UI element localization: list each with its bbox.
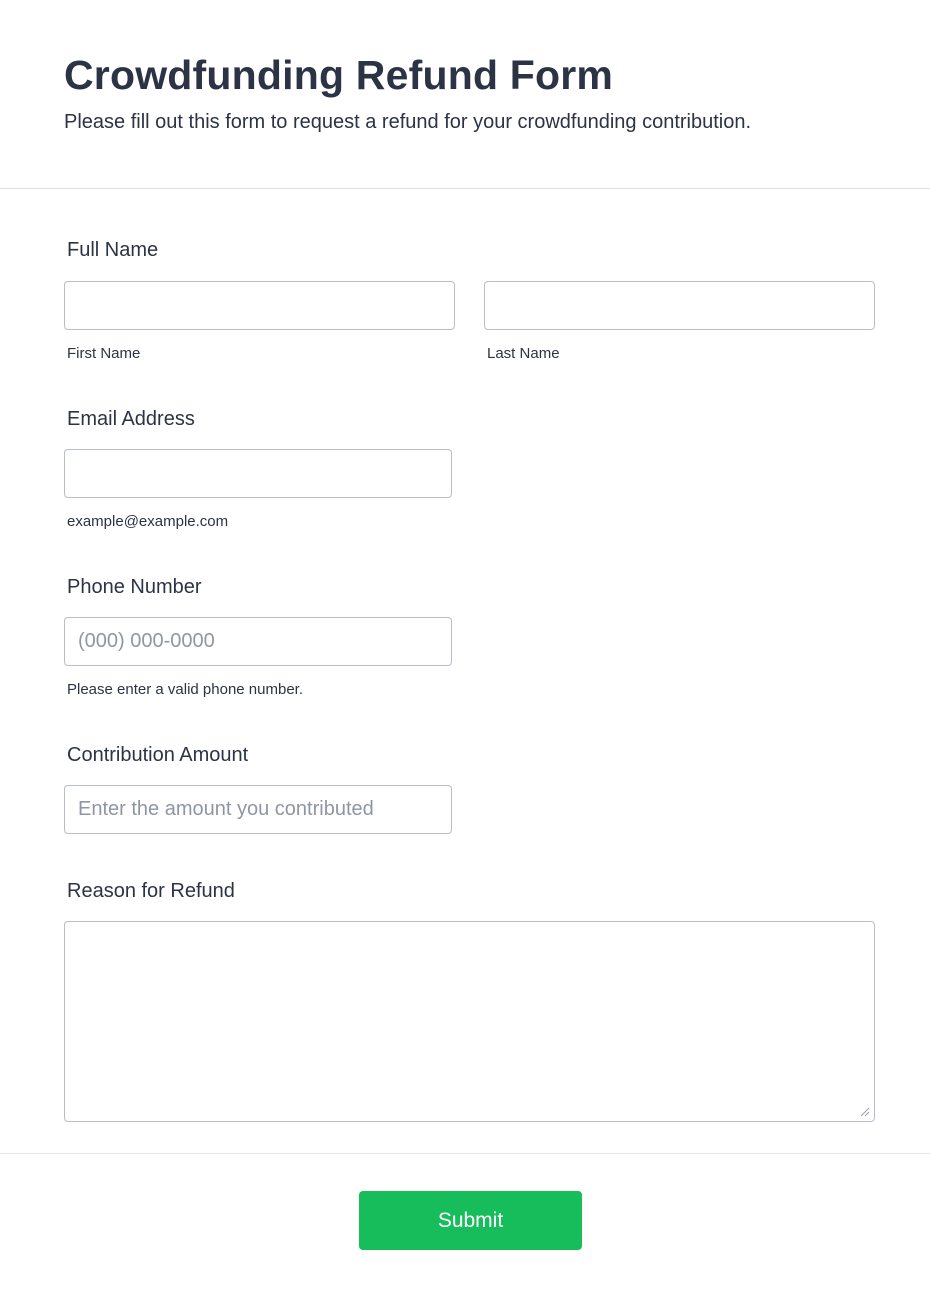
last-name-input[interactable] xyxy=(484,281,875,330)
phone-input[interactable] xyxy=(64,617,452,666)
footer-divider xyxy=(0,1153,930,1154)
last-name-sublabel: Last Name xyxy=(487,345,560,362)
amount-label: Contribution Amount xyxy=(67,744,249,766)
email-sublabel: example@example.com xyxy=(67,513,229,530)
form-title: Crowdfunding Refund Form xyxy=(64,52,614,98)
phone-sublabel: Please enter a valid phone number. xyxy=(67,681,303,698)
form-header xyxy=(0,0,930,189)
reason-textarea[interactable] xyxy=(64,921,875,1122)
email-label: Email Address xyxy=(67,408,195,430)
first-name-input[interactable] xyxy=(64,281,455,330)
submit-button[interactable]: Submit xyxy=(359,1191,582,1250)
resize-grip-icon[interactable] xyxy=(858,1105,870,1117)
full-name-label: Full Name xyxy=(67,239,159,261)
form-subtitle: Please fill out this form to request a refund for your crowdfunding contribution. xyxy=(64,111,752,133)
phone-label: Phone Number xyxy=(67,576,202,598)
first-name-sublabel: First Name xyxy=(67,345,141,362)
email-input[interactable] xyxy=(64,449,452,498)
amount-input[interactable] xyxy=(64,785,452,834)
reason-label: Reason for Refund xyxy=(67,880,235,902)
